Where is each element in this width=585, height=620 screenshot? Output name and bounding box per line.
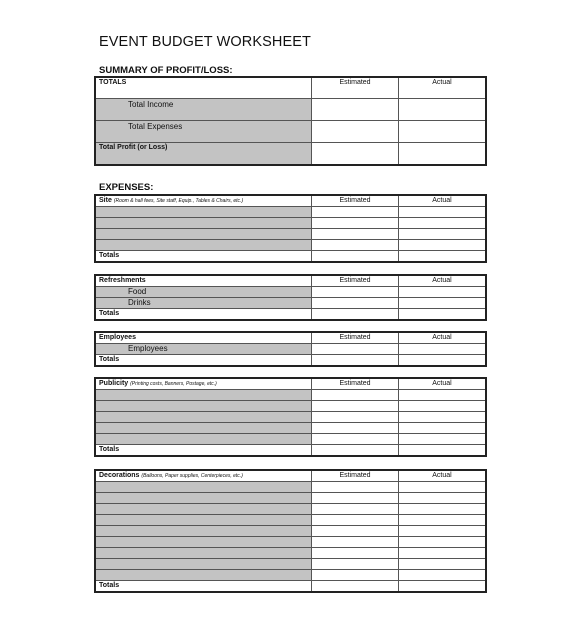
publicity-estimated-cell[interactable] [312, 423, 399, 434]
decorations-item-cell[interactable] [95, 570, 312, 581]
decorations-item-cell[interactable] [95, 526, 312, 537]
publicity-totals-estimated[interactable] [312, 445, 399, 457]
site-item-cell[interactable] [95, 240, 312, 251]
decorations-actual-cell[interactable] [399, 570, 487, 581]
expenses-heading: EXPENSES: [99, 182, 154, 193]
decorations-label: Decorations [99, 472, 140, 479]
publicity-actual-cell[interactable] [399, 412, 487, 423]
employees-totals-estimated[interactable] [312, 355, 399, 367]
employees-estimated-header: Estimated [312, 332, 399, 344]
employees-item-label: Employees [95, 344, 312, 355]
publicity-actual-cell[interactable] [399, 434, 487, 445]
site-estimated-cell[interactable] [312, 229, 399, 240]
decorations-totals-actual[interactable] [399, 581, 487, 593]
decorations-estimated-cell[interactable] [312, 526, 399, 537]
site-item-cell[interactable] [95, 229, 312, 240]
publicity-item-cell[interactable] [95, 423, 312, 434]
site-totals-actual[interactable] [399, 251, 487, 263]
decorations-estimated-cell[interactable] [312, 482, 399, 493]
decorations-table [94, 469, 487, 593]
summary-table [94, 76, 487, 166]
total-income-estimated-cell[interactable] [312, 99, 399, 121]
decorations-actual-header: Actual [399, 470, 487, 482]
total-income-actual-cell[interactable] [399, 99, 487, 121]
decorations-actual-cell[interactable] [399, 493, 487, 504]
decorations-estimated-cell[interactable] [312, 559, 399, 570]
publicity-table [94, 377, 487, 457]
decorations-actual-cell[interactable] [399, 515, 487, 526]
food-estimated-cell[interactable] [312, 287, 399, 298]
total-profit-actual-cell[interactable] [399, 143, 487, 166]
decorations-item-cell[interactable] [95, 548, 312, 559]
refreshments-actual-header: Actual [399, 275, 487, 287]
publicity-totals-label: Totals [95, 445, 312, 457]
decorations-estimated-cell[interactable] [312, 504, 399, 515]
food-label: Food [95, 287, 312, 298]
refreshments-estimated-header: Estimated [312, 275, 399, 287]
publicity-totals-actual[interactable] [399, 445, 487, 457]
employees-actual-cell[interactable] [399, 344, 487, 355]
drinks-actual-cell[interactable] [399, 298, 487, 309]
employees-totals-actual[interactable] [399, 355, 487, 367]
refreshments-table [94, 274, 487, 321]
publicity-estimated-cell[interactable] [312, 401, 399, 412]
total-expenses-label: Total Expenses [95, 121, 312, 143]
site-label: Site [99, 197, 112, 204]
decorations-estimated-header: Estimated [312, 470, 399, 482]
decorations-actual-cell[interactable] [399, 537, 487, 548]
decorations-estimated-cell[interactable] [312, 548, 399, 559]
decorations-estimated-cell[interactable] [312, 493, 399, 504]
employees-header: Employees [95, 332, 312, 344]
decorations-actual-cell[interactable] [399, 526, 487, 537]
publicity-header [95, 378, 312, 390]
site-estimated-header: Estimated [312, 195, 399, 207]
employees-estimated-cell[interactable] [312, 344, 399, 355]
decorations-header [95, 470, 312, 482]
estimated-header: Estimated [312, 77, 399, 99]
decorations-actual-cell[interactable] [399, 548, 487, 559]
decorations-item-cell[interactable] [95, 559, 312, 570]
total-expenses-estimated-cell[interactable] [312, 121, 399, 143]
refreshments-header: Refreshments [95, 275, 312, 287]
totals-header: TOTALS [95, 77, 312, 99]
site-actual-cell[interactable] [399, 218, 487, 229]
summary-heading: SUMMARY OF PROFIT/LOSS: [99, 65, 233, 76]
site-item-cell[interactable] [95, 207, 312, 218]
employees-table [94, 331, 487, 367]
publicity-label: Publicity [99, 380, 129, 387]
publicity-actual-header: Actual [399, 378, 487, 390]
site-table [94, 194, 487, 263]
publicity-item-cell[interactable] [95, 390, 312, 401]
decorations-note: (Balloons, Paper supplies, Centerpieces, etc.) [141, 473, 243, 479]
site-estimated-cell[interactable] [312, 240, 399, 251]
site-actual-cell[interactable] [399, 207, 487, 218]
decorations-totals-label: Totals [95, 581, 312, 593]
decorations-actual-cell[interactable] [399, 559, 487, 570]
decorations-item-cell[interactable] [95, 493, 312, 504]
publicity-estimated-cell[interactable] [312, 434, 399, 445]
total-profit-estimated-cell[interactable] [312, 143, 399, 166]
site-estimated-cell[interactable] [312, 207, 399, 218]
site-item-cell[interactable] [95, 218, 312, 229]
site-totals-label: Totals [95, 251, 312, 263]
total-expenses-actual-cell[interactable] [399, 121, 487, 143]
page-title: EVENT BUDGET WORKSHEET [99, 34, 311, 50]
publicity-estimated-cell[interactable] [312, 390, 399, 401]
decorations-item-cell[interactable] [95, 515, 312, 526]
decorations-item-cell[interactable] [95, 504, 312, 515]
decorations-estimated-cell[interactable] [312, 570, 399, 581]
publicity-actual-cell[interactable] [399, 390, 487, 401]
decorations-item-cell[interactable] [95, 537, 312, 548]
total-profit-label: Total Profit (or Loss) [95, 143, 312, 166]
drinks-estimated-cell[interactable] [312, 298, 399, 309]
site-actual-cell[interactable] [399, 240, 487, 251]
drinks-label: Drinks [95, 298, 312, 309]
food-actual-cell[interactable] [399, 287, 487, 298]
decorations-item-cell[interactable] [95, 482, 312, 493]
site-note: (Room & hall fees, Site staff, Equip., Tables & Chairs, etc.) [113, 198, 244, 204]
publicity-estimated-cell[interactable] [312, 412, 399, 423]
refreshments-totals-actual[interactable] [399, 309, 487, 321]
site-header [95, 195, 312, 207]
decorations-estimated-cell[interactable] [312, 515, 399, 526]
publicity-item-cell[interactable] [95, 434, 312, 445]
decorations-totals-estimated[interactable] [312, 581, 399, 593]
employees-totals-label: Totals [95, 355, 312, 367]
total-income-label: Total Income [95, 99, 312, 121]
employees-actual-header: Actual [399, 332, 487, 344]
decorations-estimated-cell[interactable] [312, 537, 399, 548]
site-actual-cell[interactable] [399, 229, 487, 240]
site-actual-header: Actual [399, 195, 487, 207]
publicity-item-cell[interactable] [95, 401, 312, 412]
site-estimated-cell[interactable] [312, 218, 399, 229]
publicity-actual-cell[interactable] [399, 423, 487, 434]
decorations-actual-cell[interactable] [399, 482, 487, 493]
publicity-item-cell[interactable] [95, 412, 312, 423]
refreshments-totals-label: Totals [95, 309, 312, 321]
publicity-note: (Printing costs, Banners, Postage, etc.) [130, 381, 217, 387]
refreshments-totals-estimated[interactable] [312, 309, 399, 321]
decorations-actual-cell[interactable] [399, 504, 487, 515]
publicity-actual-cell[interactable] [399, 401, 487, 412]
actual-header: Actual [399, 77, 487, 99]
site-totals-estimated[interactable] [312, 251, 399, 263]
publicity-estimated-header: Estimated [312, 378, 399, 390]
